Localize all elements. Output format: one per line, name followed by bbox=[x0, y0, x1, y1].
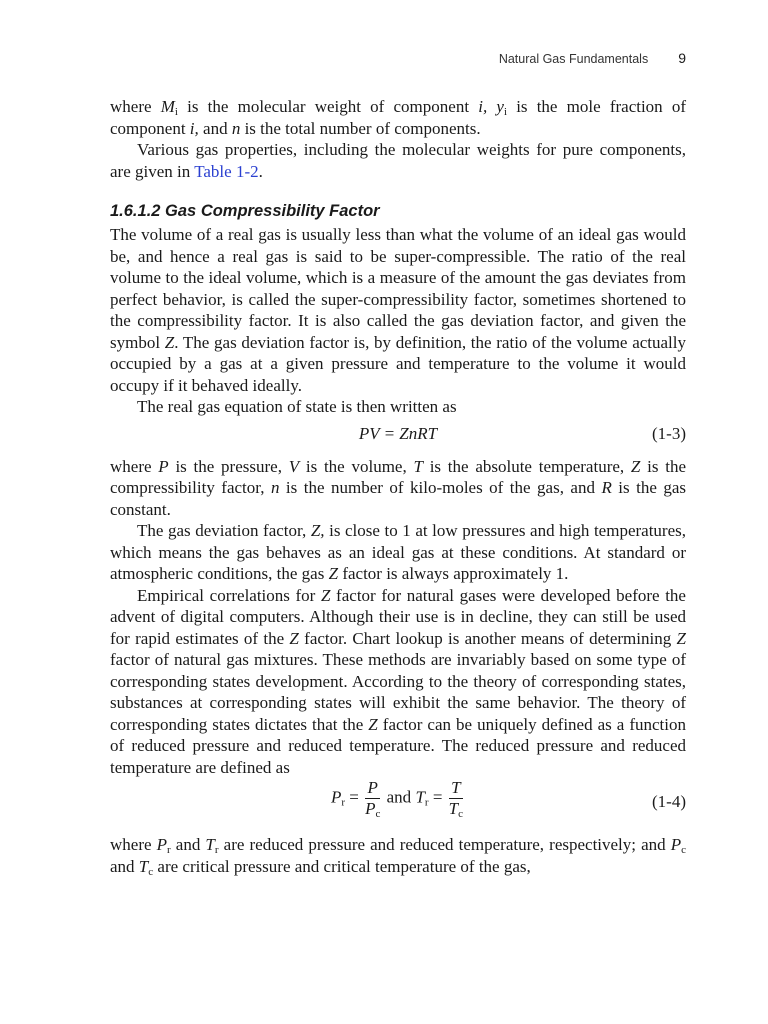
paragraph-molecular-weight: where $M_i$ is the molecular weight of component i, $y_i$ is the mole fraction of component i, and n is the total number of components. bbox=[110, 97, 687, 138]
paragraph-eos-intro: The real gas equation of state is then written as bbox=[137, 397, 457, 416]
paragraph-compressibility-definition: The volume of a real gas is usually less than what the volume of an ideal gas would be, and hence a real gas is said to be super-compressible. The ratio of the real volume to the ideal volume, which is a measure of the amount the gas deviates from perfect behavior, is called the super-compressibility factor, sometimes shortened to the compressibility factor. It is also called the gas deviation factor, and given the symbol Z. The gas deviation factor is, by definition, the ratio of the volume actually occupied by a gas at a given pressure and temperature to the volume it would occupy if it behaved ideally. bbox=[110, 225, 686, 395]
paragraph-reduced-properties: where $P_r$ and $T_r$ are reduced pressure and reduced temperature, respectively; and $P_c$ and $T_c$ are critical pressure and critical temperature of the gas, bbox=[110, 835, 687, 878]
equation-expression: PV = ZnRT bbox=[358, 423, 438, 443]
paragraph-variables: where P is the pressure, V is the volume, T is the absolute temperature, Z is the compressibility factor, n is the number of kilo-moles of the gas, and R is the gas constant. bbox=[110, 456, 687, 519]
paragraph-correlations: Empirical correlations for Z factor for natural gases were developed before the advent of digital computers. Although their use is in decline, they can still be used for rapid estimates of the Z factor. Chart lookup is another means of determining Z factor of natural gas mixtures. These methods are invariably based on some type of corresponding states development. According to the theory of corresponding states, substances at corresponding states will exhibit the same behavior. The theory of corresponding states dictates that the Z factor can be uniquely defined as a function of reduced pressure and reduced temperature. The reduced pressure and reduced temperature are defined as bbox=[110, 585, 686, 777]
equation-1-3 bbox=[110, 418, 686, 456]
equation-number: (1-4) bbox=[652, 792, 686, 811]
table-link[interactable]: Table 1-2 bbox=[194, 161, 259, 181]
running-title: Natural Gas Fundamentals bbox=[498, 52, 649, 66]
page-number: 9 bbox=[678, 50, 686, 66]
paragraph-deviation-factor: The gas deviation factor, Z, is close to 1 at low pressures and high temperatures, which means the gas behaves as an ideal gas at these conditions. At standard or atmospheric conditions, the gas Z factor is always approximately 1. bbox=[110, 521, 686, 583]
equation-number: (1-3) bbox=[652, 423, 686, 443]
body-text bbox=[110, 96, 686, 877]
running-header bbox=[110, 50, 686, 66]
fraction-pressure: $\frac{P}{P_c}$ bbox=[365, 778, 381, 820]
paragraph-gas-properties: Various gas properties, including the molecular weights for pure components, are given in Table 1-2. bbox=[110, 140, 686, 181]
equation-1-4 bbox=[110, 778, 686, 834]
fraction-temperature: $\frac{T}{T_c}$ bbox=[448, 778, 464, 820]
section-heading: 1.6.1.2 Gas Compressibility Factor bbox=[110, 202, 380, 220]
equation-expression: $P_r$ = $\frac{P}{P_c}$ and $T_r$ = $\frac{T}{T_c}$ bbox=[330, 778, 464, 820]
